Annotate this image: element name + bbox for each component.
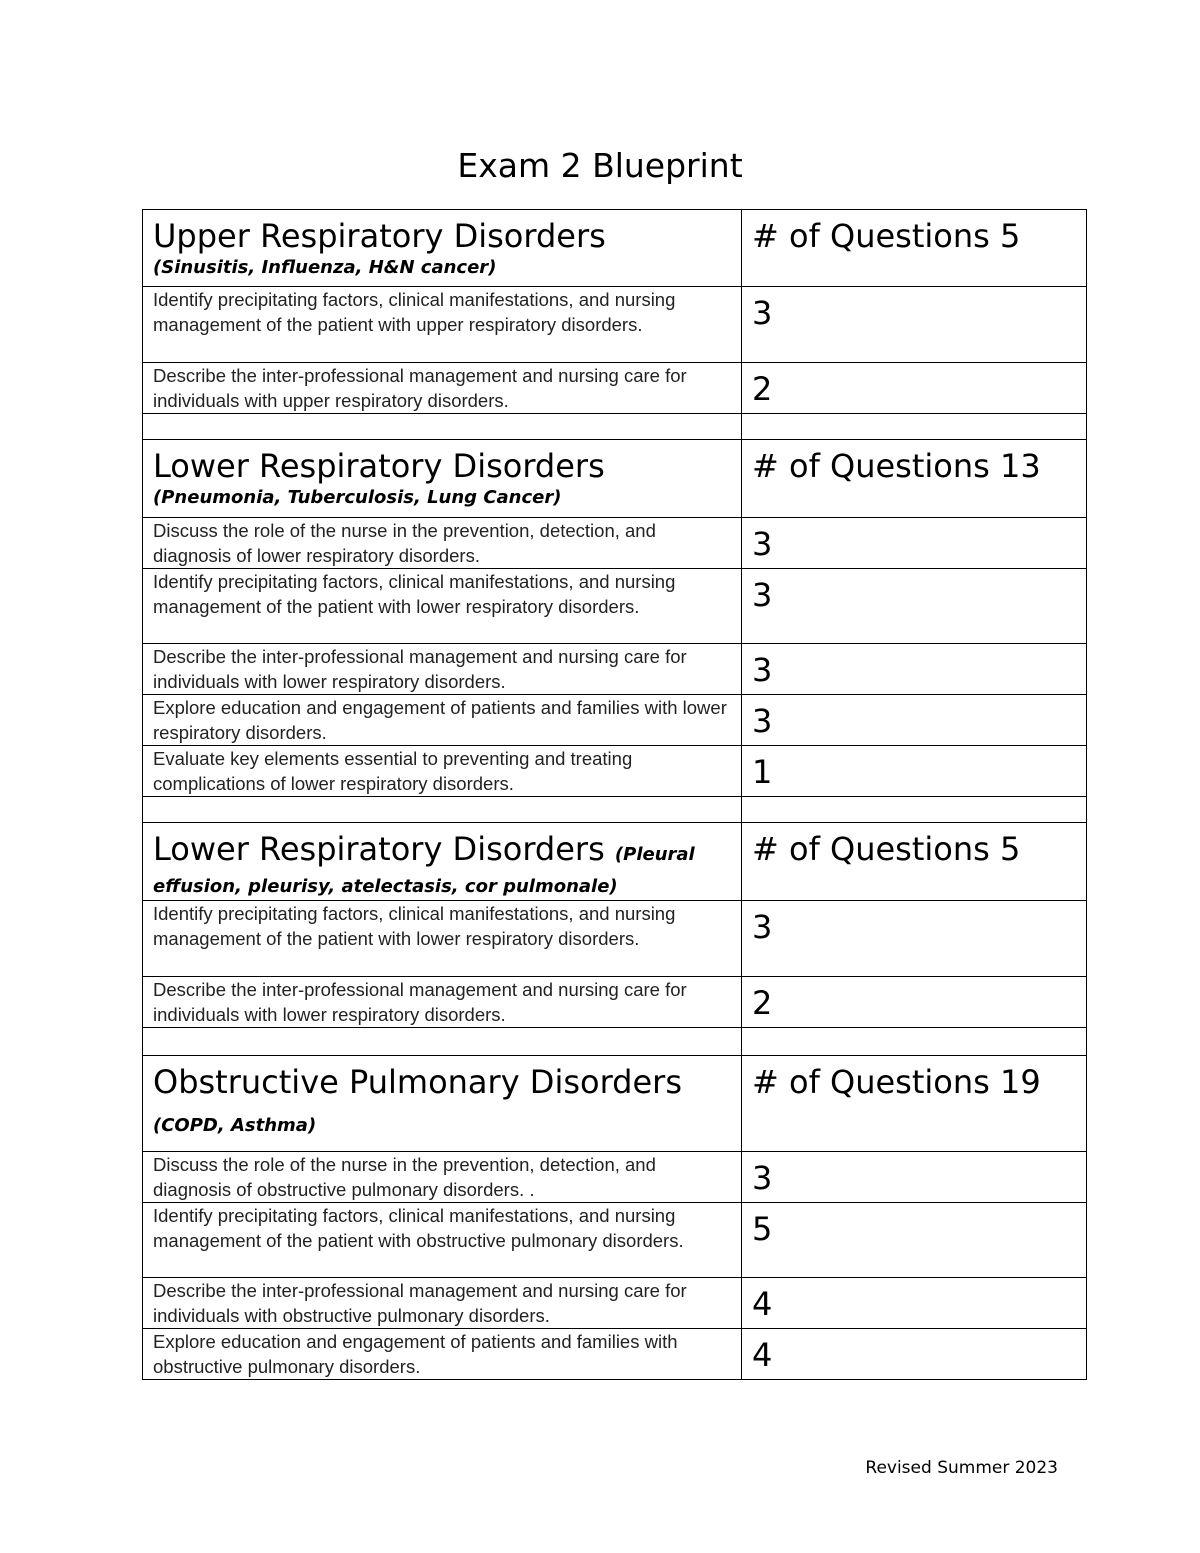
section-subheading: (Pneumonia, Tuberculosis, Lung Cancer) xyxy=(153,487,562,508)
spacer-row xyxy=(143,797,1087,823)
revision-footer: Revised Summer 2023 xyxy=(865,1458,1058,1478)
objective-row xyxy=(143,363,1087,414)
objective-text: Describe the inter-professional management and nursing care for individuals with upper respiratory disorders. xyxy=(153,365,687,411)
objective-text: Identify precipitating factors, clinical manifestations, and nursing management of the patient with upper respiratory disorders. xyxy=(153,289,676,335)
objective-row xyxy=(143,746,1087,797)
objective-text: Describe the inter-professional management and nursing care for individuals with lower respiratory disorders. xyxy=(153,646,687,692)
section-heading-cell xyxy=(143,440,742,518)
section-subheading: effusion, pleurisy, atelectasis, cor pulmonale) xyxy=(153,876,618,897)
objective-row xyxy=(143,644,1087,695)
section-subheading: (COPD, Asthma) xyxy=(153,1115,317,1136)
section-heading-line xyxy=(153,829,731,875)
objective-text: Discuss the role of the nurse in the prevention, detection, and diagnosis of lower respiratory disorders. xyxy=(153,520,656,566)
objective-count: 4 xyxy=(752,1285,773,1323)
section-count-cell xyxy=(742,1056,1087,1152)
objective-text: Explore education and engagement of patients and families with lower respiratory disorders. xyxy=(153,697,727,743)
section-header-row xyxy=(143,440,1087,518)
questions-label: # of Questions 13 xyxy=(752,447,1041,485)
objective-row xyxy=(143,901,1087,977)
section-heading: Obstructive Pulmonary Disorders xyxy=(153,1063,682,1101)
objective-count: 3 xyxy=(752,1159,773,1197)
objective-row xyxy=(143,1203,1087,1278)
objective-count: 2 xyxy=(752,370,773,408)
objective-count: 3 xyxy=(752,525,773,563)
section-count-cell xyxy=(742,440,1087,518)
objective-text: Identify precipitating factors, clinical manifestations, and nursing management of the patient with lower respiratory disorders. xyxy=(153,571,676,617)
objective-text: Identify precipitating factors, clinical manifestations, and nursing management of the patient with obstructive pulmonary disorders. xyxy=(153,1205,684,1251)
section-heading-cell xyxy=(143,210,742,287)
objective-count: 3 xyxy=(752,908,773,946)
objective-count: 3 xyxy=(752,294,773,332)
questions-label: # of Questions 19 xyxy=(752,1063,1041,1101)
objective-row xyxy=(143,518,1087,569)
objective-row xyxy=(143,1278,1087,1329)
objective-count: 5 xyxy=(752,1210,773,1248)
section-heading-cell xyxy=(143,823,742,901)
questions-label: # of Questions 5 xyxy=(752,830,1021,868)
questions-label: # of Questions 5 xyxy=(752,217,1021,255)
section-header-row xyxy=(143,210,1087,287)
blueprint-table xyxy=(142,209,1087,1380)
objective-text: Evaluate key elements essential to preventing and treating complications of lower respiratory disorders. xyxy=(153,748,633,794)
section-subheading-inline: (Pleural xyxy=(614,844,695,865)
section-header-row xyxy=(143,823,1087,901)
spacer-row xyxy=(143,1028,1087,1056)
objective-count: 3 xyxy=(752,576,773,614)
objective-count: 4 xyxy=(752,1336,773,1374)
objective-row xyxy=(143,695,1087,746)
objective-text: Discuss the role of the nurse in the prevention, detection, and diagnosis of obstructive pulmonary disorders. . xyxy=(153,1154,656,1200)
objective-row xyxy=(143,1329,1087,1380)
objective-count: 3 xyxy=(752,651,773,689)
section-heading-cell xyxy=(143,1056,742,1152)
objective-text: Explore education and engagement of patients and families with obstructive pulmonary disorders. xyxy=(153,1331,678,1377)
objective-text: Describe the inter-professional management and nursing care for individuals with obstructive pulmonary disorders. xyxy=(153,1280,687,1326)
objective-text: Describe the inter-professional management and nursing care for individuals with lower respiratory disorders. xyxy=(153,979,687,1025)
section-heading: Lower Respiratory Disorders xyxy=(153,447,605,485)
objective-text: Identify precipitating factors, clinical manifestations, and nursing management of the patient with lower respiratory disorders. xyxy=(153,903,676,949)
objective-row xyxy=(143,1152,1087,1203)
objective-row xyxy=(143,569,1087,644)
section-heading: Upper Respiratory Disorders xyxy=(153,217,606,255)
section-count-cell xyxy=(742,823,1087,901)
section-header-row xyxy=(143,1056,1087,1152)
objective-count: 2 xyxy=(752,984,773,1022)
page-title: Exam 2 Blueprint xyxy=(457,146,743,185)
spacer-row xyxy=(143,414,1087,440)
section-heading: Lower Respiratory Disorders xyxy=(153,830,615,868)
objective-count: 3 xyxy=(752,702,773,740)
objective-count: 1 xyxy=(752,753,773,791)
section-count-cell xyxy=(742,210,1087,287)
section-subheading: (Sinusitis, Influenza, H&N cancer) xyxy=(153,257,497,278)
objective-row xyxy=(143,287,1087,363)
objective-row xyxy=(143,977,1087,1028)
